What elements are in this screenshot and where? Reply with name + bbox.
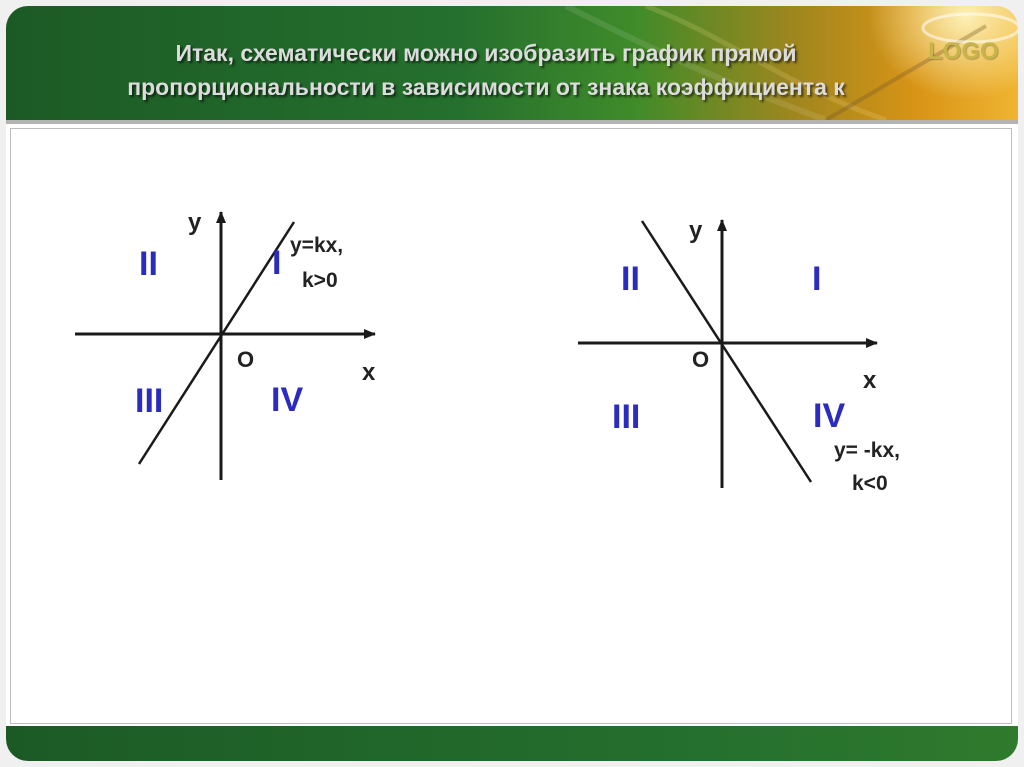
quadrant-label-ii: II bbox=[621, 260, 640, 298]
quadrant-label-i: I bbox=[812, 260, 822, 298]
graph-negative-k bbox=[578, 217, 900, 495]
origin-label: O bbox=[692, 347, 710, 372]
title-line-2: пропорциональности в зависимости от знака коэффициента к bbox=[127, 74, 845, 100]
y-axis-label: y bbox=[689, 217, 703, 244]
equation-line-2: k>0 bbox=[302, 269, 338, 292]
title-line-1: Итак, схематически можно изобразить график прямой bbox=[175, 40, 797, 66]
x-axis-label: x bbox=[863, 367, 877, 394]
quadrant-label-ii: II bbox=[139, 245, 158, 283]
equation-line-2: k<0 bbox=[852, 472, 888, 495]
graph-line-negative bbox=[642, 221, 811, 482]
origin-label: O bbox=[237, 347, 255, 372]
quadrant-label-iii: III bbox=[135, 382, 164, 420]
equation-line-1: y=kx, bbox=[290, 234, 344, 257]
quadrant-label-i: I bbox=[272, 244, 282, 282]
logo: LOGO bbox=[928, 38, 999, 65]
graph-line-positive bbox=[139, 222, 294, 464]
y-axis-label: y bbox=[188, 209, 202, 236]
quadrant-label-iii: III bbox=[612, 398, 641, 436]
x-axis-label: x bbox=[362, 359, 376, 386]
equation-line-1: y= -kx, bbox=[834, 439, 900, 462]
graph-positive-k bbox=[75, 209, 376, 480]
quadrant-label-iv: IV bbox=[271, 381, 304, 419]
quadrant-label-iv: IV bbox=[813, 397, 846, 435]
